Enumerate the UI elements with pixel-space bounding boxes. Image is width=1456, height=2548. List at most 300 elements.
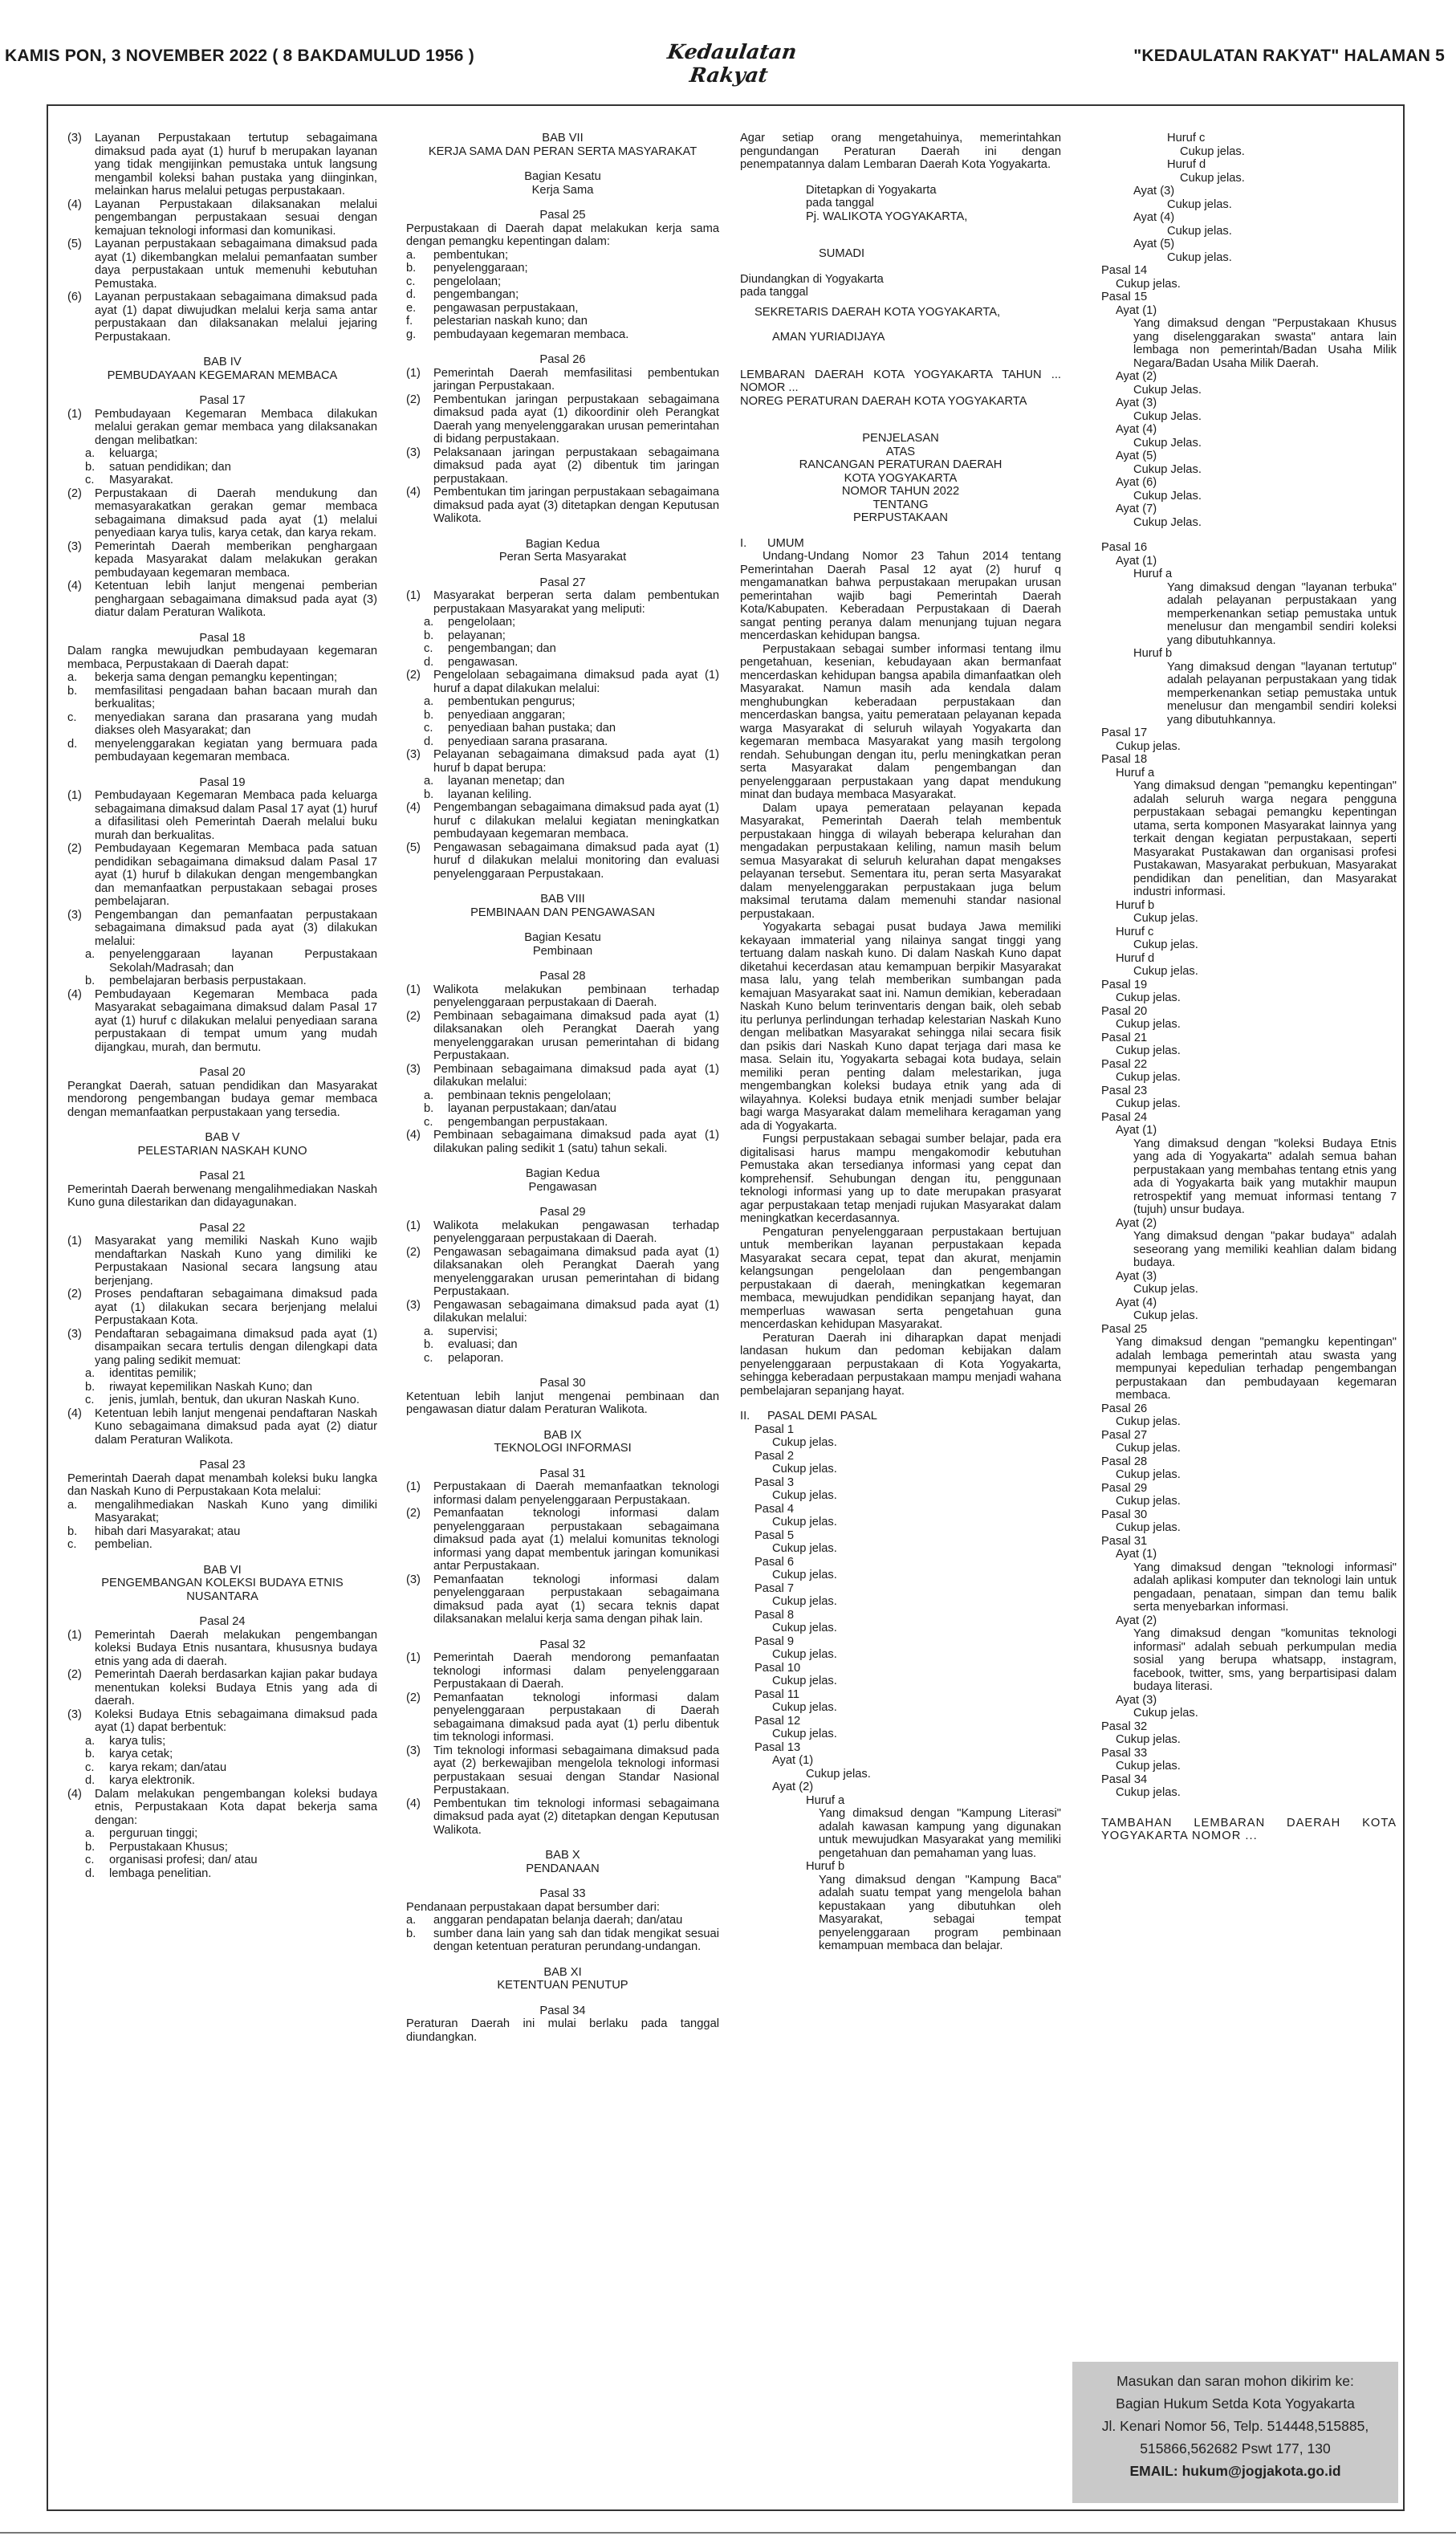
text-line: Cukup jelas. [1116, 1521, 1181, 1534]
spacer [740, 319, 1061, 331]
item-text: Tim teknologi informasi sebagaimana dimaksud pada ayat (2) berkewajiban mengelola teknologi informasi perpustakaan sesuai dengan Standar Nasional Perpustakaan. [433, 1744, 719, 1797]
text-line: Ayat (2) [1116, 1216, 1157, 1230]
item-text: lembaga penelitian. [109, 1866, 212, 1880]
text-line: Pasal 9 [754, 1634, 794, 1648]
text-line: Yang dimaksud dengan "Perpustakaan Khusus yang diselenggarakan swasta" antara lain lembaga non pemerintah/Badan Usaha Milik Negara/Badan Usaha Milik Daerah. [1133, 317, 1397, 370]
spacer [67, 1552, 377, 1564]
item-number: a. [85, 948, 96, 961]
spacer [406, 881, 719, 893]
text-line: Ayat (2) [1116, 1614, 1157, 1627]
text-line: Pemerintah Daerah berwenang mengalihmediakan Naskah Kuno guna dilestarikan dan didayagunakan. [67, 1182, 377, 1209]
section-heading: Pasal 17 [199, 394, 246, 407]
spacer [406, 564, 719, 576]
item-text: Pembudayaan Kegemaran Membaca pada Masyarakat sebagaimana dimaksud dalam Pasal 17 ayat (1) huruf c dilakukan melalui penyediaan sarana perpustakaan di tempat umum yang mudah dijangkau, murah, dan bermutu. [95, 987, 377, 1054]
spacer [67, 1603, 377, 1615]
numbered-item [67, 487, 377, 540]
text-line: Pasal 20 [1101, 1004, 1148, 1018]
spacer [67, 382, 377, 394]
section-heading: BAB V [205, 1131, 240, 1144]
item-number: (1) [67, 789, 82, 802]
numbered-item [67, 1235, 377, 1288]
numbered-item [406, 1246, 719, 1299]
text-line: Cukup Jelas. [1133, 409, 1202, 423]
numbered-item [67, 685, 377, 711]
numbered-item [67, 198, 377, 238]
text-line: Yang dimaksud dengan "pemangku kepentingan" adalah seluruh warga negara pengguna perpustakaan sebagai pemangku kepentingan utama, serta komponen Masyarakat lainnya yang terkait dengan kegiatan perpustakaan, seperti Masyarakat Pustakawan dan organisasi profesi Pustakawan, Masyarakat perbukuan, Masyarakat pendidikan dan penelitian, dan Masyarakat industri informasi. [1133, 779, 1397, 898]
item-number: (2) [406, 1691, 421, 1704]
numbered-item [67, 738, 377, 764]
numbered-item [67, 1708, 377, 1735]
text-line: Cukup jelas. [1116, 1044, 1181, 1057]
section-heading: PEMBINAAN DAN PENGAWASAN [470, 906, 655, 919]
spacer [1101, 1800, 1397, 1812]
text-line: Huruf b [1133, 647, 1173, 660]
item-number: a. [67, 1498, 78, 1512]
spacer [406, 1954, 719, 1966]
spacer [67, 1210, 377, 1222]
item-text: pelayanan; [448, 629, 506, 642]
text-line: Ayat (7) [1116, 503, 1157, 515]
section-heading: PENDANAAN [526, 1862, 600, 1875]
numbered-item [67, 1827, 377, 1841]
item-text: Pemerintah Daerah mendorong pemanfaatan teknologi informasi dalam penyelenggaraan Perpustakaan di Daerah. [433, 1651, 719, 1691]
text-line: Pasal 6 [754, 1555, 794, 1569]
text-line: Pasal 31 [1101, 1534, 1148, 1548]
text-line: Cukup jelas. [1116, 1733, 1181, 1746]
spacer [740, 299, 1061, 306]
item-text: pengawasan perpustakaan, [433, 301, 579, 315]
text-line: Ayat (3) [1116, 1693, 1157, 1707]
item-number: a. [424, 616, 434, 629]
section-heading: KERJA SAMA DAN PERAN SERTA MASYARAKAT [428, 144, 697, 158]
item-number: (2) [406, 1009, 421, 1023]
item-text: Pengembangan sebagaimana dimaksud pada ayat (1) huruf c dilakukan melalui kegiatan meningkatkan pembudayaan kegemaran membaca. [433, 801, 719, 841]
item-text: Pembudayaan Kegemaran Membaca dilakukan melalui gerakan gemar membaca yang dilaksanakan dengan melibatkan: [95, 407, 377, 447]
item-text: Masyarakat. [109, 474, 173, 486]
item-number: a. [424, 775, 434, 788]
item-number: a. [85, 1734, 96, 1748]
text-line: Ayat (2) [772, 1781, 814, 1793]
numbered-item [406, 315, 719, 328]
text-line: Cukup jelas. [772, 1542, 837, 1555]
text-line: Pasal 28 [1101, 1455, 1148, 1468]
numbered-item [406, 656, 719, 670]
numbered-item [67, 909, 377, 949]
item-number: (3) [406, 1573, 421, 1586]
section-heading: TENTANG [872, 498, 929, 511]
item-number: I. [740, 536, 747, 550]
item-text: Walikota melakukan pengawasan terhadap penyelenggaraan perpustakaan di Daerah. [433, 1219, 719, 1245]
section-heading: Pasal 18 [199, 631, 246, 645]
text-line: Ayat (2) [1116, 370, 1157, 383]
item-text: pembelajaran berbasis perpustakaan. [109, 975, 307, 987]
text-line: Dalam rangka mewujudkan pembudayaan kegemaran membaca, Perpustakaan di Daerah dapat: [67, 645, 377, 671]
text-line: Ayat (5) [1116, 450, 1157, 462]
numbered-item [67, 474, 377, 487]
item-number: (1) [406, 589, 421, 602]
text-line: Pasal 30 [1101, 1508, 1148, 1521]
numbered-item [406, 1010, 719, 1063]
numbered-item [67, 1407, 377, 1447]
item-number: (1) [406, 1219, 421, 1232]
text-line: Ayat (4) [1116, 423, 1157, 436]
section-heading: Bagian Kedua [525, 1167, 600, 1180]
section-heading: Pasal 20 [199, 1066, 246, 1079]
section-heading: KETENTUAN PENUTUP [497, 1979, 628, 1992]
section-heading: Pasal 21 [199, 1170, 246, 1182]
numbered-item [406, 616, 719, 629]
column-1 [67, 132, 377, 1880]
text-line: Ayat (6) [1116, 476, 1157, 489]
numbered-item [67, 948, 377, 975]
text-line: Cukup jelas. [1116, 1071, 1181, 1084]
text-line: Cukup Jelas. [1133, 462, 1202, 476]
section-heading: PENGEMBANGAN KOLEKSI BUDAYA ETNIS NUSANTARA [101, 1577, 344, 1603]
text-line: Pasal 14 [1101, 264, 1148, 277]
item-text: pembentukan pengurus; [448, 695, 575, 708]
item-text: Pemerintah Daerah memberikan penghargaan kepada Masyarakat dalam melakukan gerakan pembudayaan kegemaran membaca. [95, 539, 377, 580]
text-line: Cukup jelas. [772, 1622, 837, 1634]
numbered-item [67, 1748, 377, 1761]
text-line: Pasal 32 [1101, 1720, 1148, 1733]
text-line: Yang dimaksud dengan "Kampung Literasi" adalah kawasan kampung yang digunakan untuk mewujudkan Masyarakat yang memiliki pengetahuan dan pemahaman yang luas. [819, 1807, 1061, 1860]
item-text: Pengawasan sebagaimana dimaksud pada ayat (1) dilakukan melalui: [433, 1298, 719, 1325]
text-line: Ayat (4) [1116, 1296, 1157, 1309]
item-number: b. [85, 1380, 96, 1394]
numbered-item [67, 1774, 377, 1788]
item-number: a. [424, 1089, 434, 1102]
numbered-item [67, 291, 377, 344]
item-number: (3) [406, 1062, 421, 1076]
spacer [67, 1447, 377, 1459]
spacer [740, 420, 1061, 432]
section-heading: Pasal 27 [539, 576, 586, 589]
item-number: (4) [406, 1797, 421, 1810]
item-text: Pemanfaatan teknologi informasi dalam penyelenggaraan perpustakaan sebagaimana dimaksud pada ayat (1) secara teknis dapat dilaksanakan melalui kerja sama dengan pihak lain. [433, 1573, 719, 1626]
numbered-item [406, 249, 719, 263]
text-line: Huruf b [1116, 898, 1155, 912]
item-number: a. [406, 248, 417, 262]
spacer [406, 197, 719, 209]
text-line: Pasal 1 [754, 1423, 794, 1436]
numbered-item [406, 1116, 719, 1130]
item-text: menyediakan sarana dan prasarana yang mudah diakses oleh Masyarakat; dan [95, 710, 377, 737]
text-line: Ayat (1) [772, 1754, 814, 1767]
item-number: d. [424, 655, 434, 669]
contact-intro: Masukan dan saran mohon dikirim ke: [1116, 2373, 1354, 2389]
item-text: Pelaksanaan jaringan perpustakaan sebagaimana dimaksud pada ayat (2) dibentuk tim jaringan perpustakaan. [433, 446, 719, 486]
text-line: Cukup Jelas. [1133, 436, 1202, 450]
section-heading: Kerja Sama [531, 183, 594, 197]
spacer [67, 764, 377, 776]
item-text: PASAL DEMI PASAL [767, 1410, 877, 1423]
numbered-item [67, 1367, 377, 1381]
text-line: Agar setiap orang mengetahuinya, memerintahkan pengundangan Peraturan Daerah ini dengan penempatannya dalam Lembaran Daerah Kota Yogyakarta. [740, 132, 1061, 171]
item-number: (2) [67, 842, 82, 855]
numbered-item [406, 788, 719, 802]
item-number: (4) [406, 801, 421, 814]
item-number: (2) [406, 1245, 421, 1259]
item-number: c. [67, 710, 77, 724]
text-line: Cukup jelas. [1116, 277, 1181, 291]
numbered-item [406, 1299, 719, 1325]
section-heading: Peran Serta Masyarakat [498, 551, 627, 564]
text-line: Yang dimaksud dengan "koleksi Budaya Etnis yang ada di Yogyakarta" adalah semua bahan perpustakaan yang membahas tentang etnis yang ada di Yogyakarta baik yang mutakhir maupun retrospektif yang memuat informasi tentang 7 (tujuh) unsur budaya. [1133, 1137, 1397, 1216]
text-line: Pasal 33 [1101, 1746, 1148, 1760]
text-line: Cukup jelas. [1133, 912, 1198, 925]
numbered-item [406, 1797, 719, 1838]
spacer [740, 408, 1061, 420]
numbered-item [406, 1691, 719, 1744]
item-text: Pemerintah Daerah berdasarkan kajian pakar budaya menentukan koleksi Budaya Etnis yang ada di daerah. [95, 1668, 377, 1707]
numbered-item [406, 275, 719, 289]
section-heading: Pasal 23 [199, 1459, 246, 1471]
item-number: (5) [406, 841, 421, 854]
section-heading: PENJELASAN [862, 432, 939, 445]
bottom-divider [0, 2532, 1456, 2534]
text-line: Pj. WALIKOTA YOGYAKARTA, [806, 210, 968, 223]
text-line: Pasal 7 [754, 1581, 794, 1595]
text-line: Ayat (5) [1133, 238, 1175, 250]
text-line: Yogyakarta sebagai pusat budaya Jawa memiliki kekayaan immaterial yang nilainya sangat tinggi yang tertuang dalam naskah kuno. Di dalam Naskah Kuno dapat diketahui kecerdasan atau kemampuan berpikir Masyarakat masa lalu, yang telah memberikan sumbangan pada kemajuan Masyarakat saat ini. Namun demikian, keberadaan Naskah Kuno belum terinventaris dengan baik, oleh sebab itu perlunya perlindungan terhadap kelestarian Naskah Kuno dengan melibatkan Masyarakat sehingga nilai secara fisik dan psikis dari Naskah Kuno dapat terjaga dari masa ke masa. Selain itu, Yogyakarta sebagai kota budaya, selain memiliki peran penting dalam melestarikan, juga mengembangkan koleksi budaya etnik yang ada di wilayahnya. Koleksi budaya etnik menjadi sumber belajar bagi warga Masyarakat dalam memelihara keragaman yang ada di Yogyakarta. [740, 921, 1061, 1133]
item-number: c. [424, 1115, 433, 1129]
section-heading: KOTA YOGYAKARTA [844, 471, 958, 485]
item-number: b. [406, 1927, 417, 1940]
section-heading: Pasal 29 [539, 1206, 586, 1219]
numbered-item [67, 711, 377, 738]
text-line: Pasal 5 [754, 1528, 794, 1542]
text-line: Cukup jelas. [1116, 1415, 1181, 1428]
item-number: (1) [67, 1235, 82, 1248]
numbered-item [406, 1927, 719, 1954]
item-number: d. [406, 288, 417, 301]
text-line: Pendanaan perpustakaan dapat bersumber dari: [406, 1900, 661, 1914]
text-line: Pemerintah Daerah dapat menambah koleksi buku langka dan Naskah Kuno di Perpustakaan Kota melalui: [67, 1471, 377, 1498]
contact-box [1072, 2362, 1398, 2503]
item-text: bekerja sama dengan pemangku kepentingan; [95, 671, 338, 684]
text-line: Cukup jelas. [772, 1569, 837, 1581]
text-line: Cukup jelas. [772, 1595, 837, 1608]
spacer [740, 172, 1061, 184]
text-line: Pasal 12 [754, 1714, 801, 1728]
item-text: Pengembangan dan pemanfaatan perpustakaan sebagaimana dimaksud pada ayat (3) dilakukan melalui: [95, 908, 377, 948]
text-line: Pasal 2 [754, 1449, 794, 1463]
item-number: a. [67, 671, 78, 684]
text-line: Yang dimaksud dengan "pemangku kepentingan" adalah lembaga pemerintah atau swasta yang mempunyai kepedulian terhadap pengembangan perpustakaan dan pembudayaan kegemaran membaca. [1116, 1336, 1397, 1402]
item-text: Layanan Perpustakaan dilaksanakan melalui pengembangan perpustakaan sesuai dengan kemajuan teknologi informasi dan komunikasi. [95, 197, 377, 238]
spacer [67, 620, 377, 632]
item-number: (4) [406, 486, 421, 499]
item-text: Pembentukan jaringan perpustakaan sebagaimana dimaksud pada ayat (1) dikoordinir oleh Perangkat Daerah yang menyelenggarakan urusan pemerintahan di bidang perpustakaan. [433, 393, 719, 446]
numbered-item [67, 461, 377, 474]
item-text: Pemanfaatan teknologi informasi dalam penyelenggaraan perpustakaan di Daerah sebagaimana dimaksud pada ayat (1) perlu dibentuk tim teknologi informasi. [433, 1691, 719, 1744]
text-line: Fungsi perpustakaan sebagai sumber belajar, pada era digitalisasi harus mampu mengakomodir kebutuhan Pemustaka akan tersedianya informasi yang cepat dan komprehensif. Sehubungan dengan itu, penggunaan teknologi informasi yang up to date merupakan prasyarat agar perpustakaan tetap menjadi rujukan Masyarakat dalam meningkatkan kecerdasannya. [740, 1133, 1061, 1225]
item-text: Pembinaan sebagaimana dimaksud pada ayat (1) dilaksanakan oleh Perangkat Daerah yang menyelenggarakan urusan pemerintahan di bidang Perpustakaan. [433, 1009, 719, 1062]
text-line: Pasal 15 [1101, 291, 1148, 303]
item-text: mengalihmediakan Naskah Kuno yang dimiliki Masyarakat; [95, 1498, 377, 1524]
section-heading: Pasal 33 [539, 1887, 586, 1900]
text-line: Dalam upaya pemerataan pelayanan kepada Masyarakat, Pemerintah Daerah telah membentuk perpustakaan hingga di wilayah beberapa kelurahan dan mengadakan perpustakaan keliling, namun masih belum semua Masyarakat di seluruh kelurahan dapat mengakses pelayanan tersebut. Sementara itu, peran serta Masyarakat dalam menyelenggarakan perpustakaan juga belum maksimal terutama dalam memenuhi standar nasional perpustakaan. [740, 801, 1061, 921]
item-text: jenis, jumlah, bentuk, dan ukuran Naskah Kuno. [109, 1394, 360, 1406]
numbered-item [406, 1573, 719, 1626]
text-line: Ayat (1) [1116, 1548, 1157, 1561]
text-line: Yang dimaksud dengan "layanan terbuka" adalah pelayanan perpustakaan yang memperkenankan setiap pemustaka untuk menelusur dan mengambil sendiri koleksi yang dibutuhkannya. [1167, 580, 1397, 647]
item-number: c. [85, 1394, 95, 1406]
item-text: pembinaan teknis pengelolaan; [448, 1089, 612, 1102]
text-line: Pasal 8 [754, 1608, 794, 1622]
numbered-item [406, 393, 719, 446]
text-line: Cukup jelas. [772, 1463, 837, 1475]
section-heading: Pasal 26 [539, 353, 586, 366]
text-line: Peraturan Daerah ini diharapkan dapat menjadi landasan hukum dan pedoman kebijakan dalam penyelenggaraan perpustakaan di Kota Yogyakarta, sehingga keberadaan perpustakaan mampu menjadi wahana pembelajaran sepanjang hayat. [740, 1331, 1061, 1398]
text-line: Huruf a [1116, 766, 1155, 779]
text-line: Cukup jelas. [1116, 1495, 1181, 1508]
spacer [740, 344, 1061, 356]
item-number: c. [85, 474, 95, 486]
item-number: b. [424, 629, 434, 642]
item-number: (5) [67, 238, 82, 250]
text-line: Pasal 16 [1101, 541, 1148, 554]
spacer [406, 1155, 719, 1167]
item-text: Layanan perpustakaan sebagaimana dimaksud pada ayat (1) dapat diwujudkan melalui kerja sama antar perpustakaan dan dilaksanakan melalui jejaring Perpustakaan. [95, 291, 377, 344]
numbered-item [67, 447, 377, 461]
item-number: (6) [67, 291, 82, 303]
section-heading: BAB XI [543, 1965, 582, 1979]
text-line: Cukup jelas. [1116, 1018, 1181, 1031]
column-3 [740, 132, 1061, 1953]
numbered-item [67, 1668, 377, 1708]
spacer [406, 1626, 719, 1638]
section-heading: PELESTARIAN NASKAH KUNO [137, 1144, 307, 1158]
text-line: Cukup jelas. [1167, 197, 1232, 211]
numbered-item [67, 1538, 377, 1552]
text-line: Cukup Jelas. [1133, 489, 1202, 503]
item-text: layanan keliling. [448, 788, 532, 801]
item-text: pengelolaan; [448, 616, 516, 629]
spacer [406, 1992, 719, 2005]
item-text: organisasi profesi; dan/ atau [109, 1854, 258, 1866]
item-text: karya tulis; [109, 1734, 166, 1748]
numbered-item [406, 1507, 719, 1573]
text-line: Pasal 34 [1101, 1773, 1148, 1786]
item-number: (4) [67, 580, 82, 592]
item-number: b. [406, 262, 417, 275]
spacer [740, 1398, 1061, 1410]
text-line: Cukup jelas. [1116, 1468, 1181, 1481]
item-number: b. [85, 975, 96, 987]
item-number: g. [406, 328, 417, 341]
numbered-item [406, 1219, 719, 1246]
item-text: Pembinaan sebagaimana dimaksud pada ayat (1) dilakukan paling sedikit 1 (satu) tahun sekali. [433, 1129, 719, 1155]
item-text: pelaporan. [448, 1351, 504, 1365]
text-line: Cukup Jelas. [1133, 515, 1202, 529]
text-line: Pasal 22 [1101, 1057, 1148, 1071]
text-line: Cukup jelas. [1133, 1309, 1198, 1322]
text-line: Ayat (1) [1116, 303, 1157, 317]
section-heading: Pasal 32 [539, 1638, 586, 1651]
text-line: Cukup jelas. [1133, 1707, 1198, 1720]
item-number: b. [67, 684, 78, 698]
numbered-item [406, 722, 719, 735]
item-text: Pembentukan tim jaringan perpustakaan sebagaimana dimaksud pada ayat (3) ditetapkan dengan Keputusan Walikota. [433, 486, 719, 525]
item-text: Perpustakaan Khusus; [109, 1840, 228, 1854]
item-text: layanan perpustakaan; dan/atau [448, 1102, 616, 1115]
item-number: b. [424, 708, 434, 722]
spacer [406, 1455, 719, 1467]
item-text: Masyarakat yang memiliki Naskah Kuno wajib mendaftarkan Naskah Kuno yang dimiliki ke Perpustakaan Nasional secara langsung atau berjenjang. [95, 1235, 377, 1288]
section-heading: NOMOR TAHUN 2022 [841, 485, 960, 498]
numbered-item [67, 132, 377, 198]
numbered-item [67, 1841, 377, 1854]
numbered-item [406, 1352, 719, 1366]
item-text: pengembangan; dan [448, 642, 556, 655]
contact-address: Jl. Kenari Nomor 56, Telp. 514448,515885, [1101, 2418, 1369, 2434]
section-heading: PEMBUDAYAAN KEGEMARAN MEMBACA [107, 368, 338, 382]
item-number: c. [406, 275, 416, 288]
item-number: (1) [406, 1480, 421, 1493]
item-number: a. [406, 1914, 417, 1927]
item-number: (1) [406, 366, 421, 380]
spacer [740, 235, 1061, 247]
text-line: Diundangkan di Yogyakarta [740, 272, 884, 286]
numbered-item [406, 1089, 719, 1103]
spacer [67, 344, 377, 356]
numbered-item [406, 446, 719, 486]
contact-office: Bagian Hukum Setda Kota Yogyakarta [1116, 2395, 1355, 2412]
item-number: c. [85, 1854, 95, 1866]
numbered-item [67, 975, 377, 988]
item-text: penyelenggaraan layanan Perpustakaan Sekolah/Madrasah; dan [109, 948, 377, 975]
spacer [406, 958, 719, 970]
item-text: pengembangan; [433, 288, 519, 301]
item-text: pelestarian naskah kuno; dan [433, 315, 588, 328]
item-text: Pembudayaan Kegemaran Membaca pada keluarga sebagaimana dimaksud dalam Pasal 17 ayat (1) huruf a difasilitasi oleh Pemerintah Daerah melalui buku murah dan berkualitas. [95, 789, 377, 842]
item-text: memfasilitasi pengadaan bahan bacaan murah dan berkualitas; [95, 684, 377, 710]
numbered-item [67, 580, 377, 620]
text-line: Yang dimaksud dengan "komunitas teknologi informasi" adalah sebuah perkumpulan media sosial yang berupa whatsapp, instagram, facebook, twitter, sms, yang berpartisipasi dalam budaya literasi. [1133, 1627, 1397, 1693]
item-number: (3) [67, 908, 82, 922]
item-text: Koleksi Budaya Etnis sebagaimana dimaksud pada ayat (1) dapat berbentuk: [95, 1707, 377, 1734]
item-number: b. [424, 1102, 434, 1115]
numbered-item [740, 1410, 1061, 1423]
column-2 [406, 132, 719, 2044]
numbered-item [406, 1129, 719, 1155]
text-line: Perangkat Daerah, satuan pendidikan dan Masyarakat mendorong pengembangan budaya gemar membaca dengan memanfaatkan perpustakaan yang tersedia. [67, 1079, 377, 1119]
item-text: layanan menetap; dan [448, 775, 565, 788]
item-number: (4) [67, 987, 82, 1001]
item-text: UMUM [767, 536, 804, 550]
item-text: Pelayanan sebagaimana dimaksud pada ayat (1) huruf b dapat berupa: [433, 748, 719, 775]
text-line: Pasal 19 [1101, 978, 1148, 991]
item-number: (1) [406, 983, 421, 996]
numbered-item [406, 801, 719, 841]
item-text: Pengawasan sebagaimana dimaksud pada ayat (1) dilaksanakan oleh Perangkat Daerah yang menyelenggarakan urusan pemerintahan di bidang Perpustakaan. [433, 1245, 719, 1298]
item-text: Proses pendaftaran sebagaimana dimaksud pada ayat (1) dilakukan secara berjenjang melalui Perpustakaan Kota. [95, 1288, 377, 1327]
item-number: c. [424, 722, 433, 735]
text-line: Pasal 27 [1101, 1428, 1148, 1442]
text-line: Cukup jelas. [772, 1648, 837, 1661]
text-line: Huruf d [1167, 158, 1206, 171]
item-number: (4) [67, 1787, 82, 1801]
item-number: c. [67, 1538, 77, 1551]
section-heading: BAB IX [543, 1428, 582, 1442]
text-line: Pasal 25 [1101, 1322, 1148, 1336]
item-text: Perpustakaan di Daerah memanfaatkan teknologi informasi dalam penyelenggaraan Perpustakaan. [433, 1480, 719, 1507]
spacer [67, 1054, 377, 1066]
masthead-logo: Kedaulatan Rakyat [665, 40, 799, 87]
text-line: Cukup jelas. [1133, 1283, 1198, 1296]
text-line: Ditetapkan di Yogyakarta [806, 183, 937, 197]
